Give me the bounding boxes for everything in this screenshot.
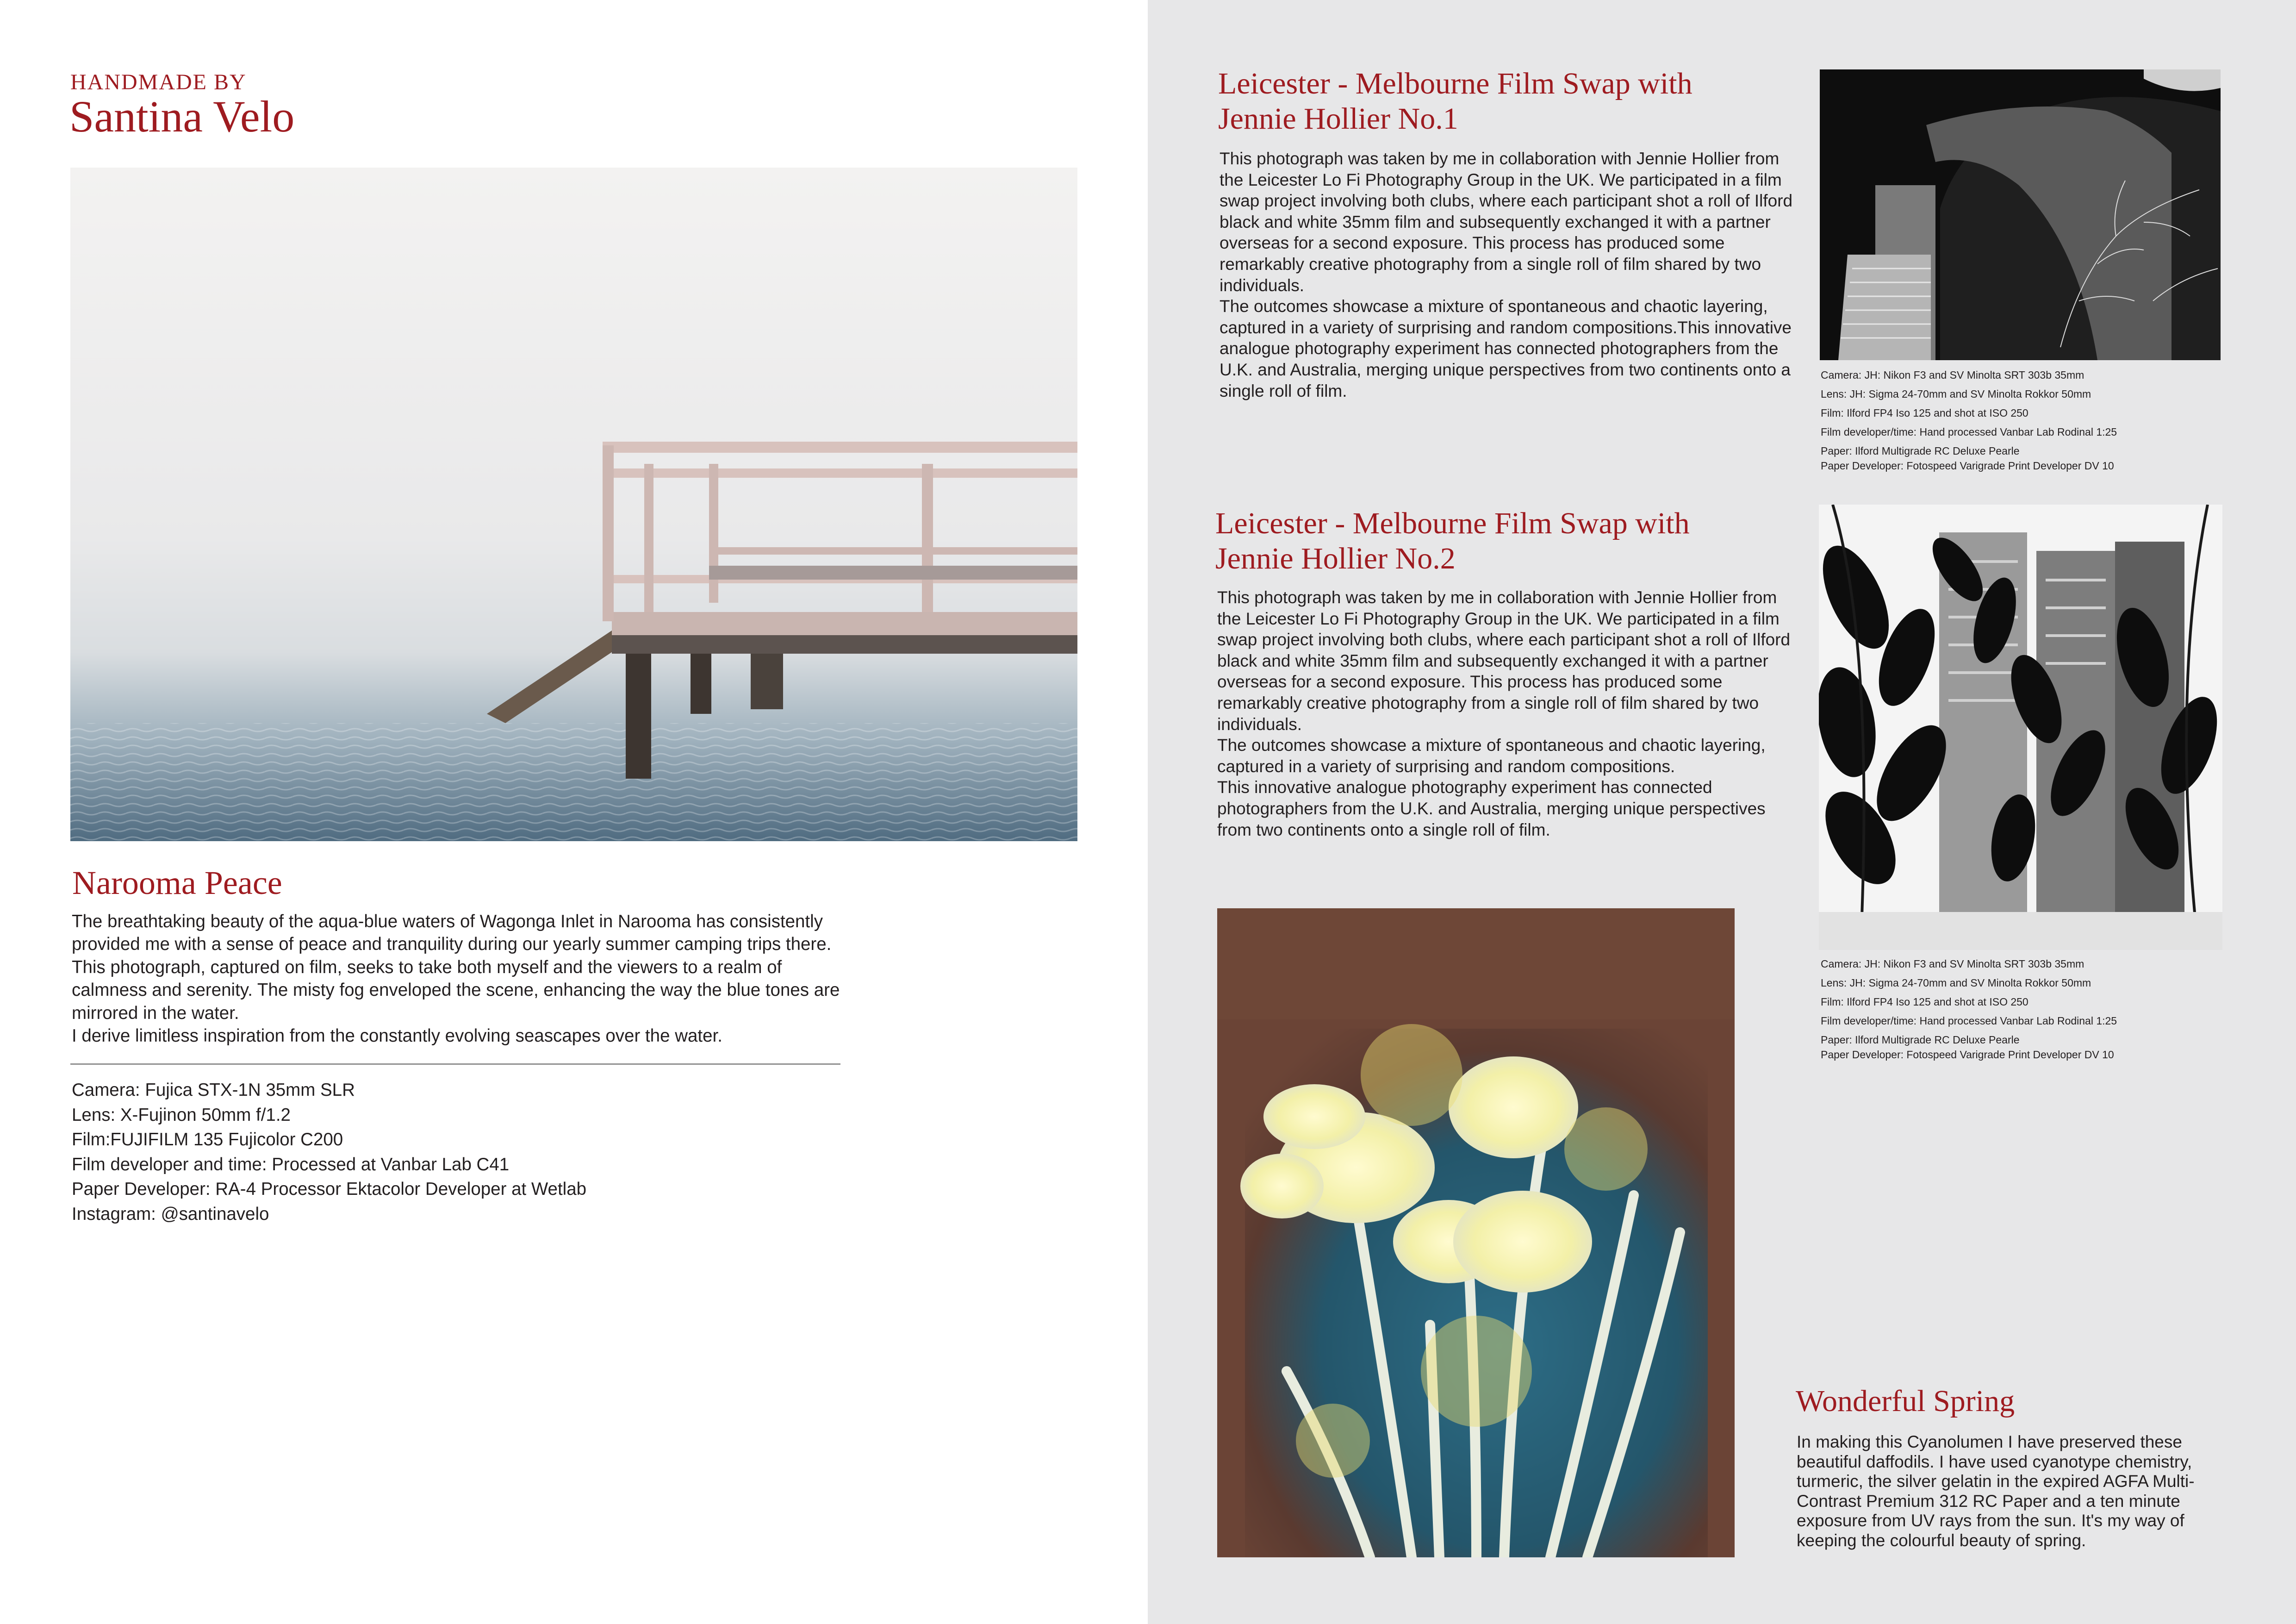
spring-photo: [1217, 908, 1735, 1557]
spec-instagram: Instagram: @santinavelo: [72, 1204, 269, 1224]
swap1-title-line-2: Jennie Hollier No.1: [1218, 102, 1458, 136]
kicker: HANDMADE BY: [70, 70, 247, 94]
swap1-spec-paper-developer: Paper Developer: Fotospeed Varigrade Print Developer DV 10: [1821, 460, 2114, 472]
spec-camera: Camera: Fujica STX-1N 35mm SLR: [72, 1080, 355, 1100]
narooma-specs: [72, 1078, 586, 1226]
swap2-title-line-2: Jennie Hollier No.2: [1215, 542, 1456, 575]
swap2-spec-film-developer: Film developer/time: Hand processed Vanbar Lab Rodinal 1:25: [1821, 1015, 2117, 1027]
swap1-spec-film: Film: Ilford FP4 Iso 125 and shot at ISO 250: [1821, 407, 2028, 419]
swap1-spec-lens: Lens: JH: Sigma 24-70mm and SV Minolta Rokkor 50mm: [1821, 388, 2091, 400]
swap2-title-line-1: Leicester - Melbourne Film Swap with: [1215, 506, 1690, 540]
swap1-spec-camera: Camera: JH: Nikon F3 and SV Minolta SRT 303b 35mm: [1821, 369, 2084, 381]
swap2-specs: [1821, 955, 2219, 1062]
spec-lens: Lens: X-Fujinon 50mm f/1.2: [72, 1105, 291, 1125]
swap2-paragraph-1: This photograph was taken by me in collaboration with Jennie Hollier from the Leicester Lo Fi Photography Group in the UK. We participated in a film swap project involving both clubs, where each participant shot a roll of Ilford black and white 35mm film and subsequently exchanged it with a partner overseas for a second exposure. This process has produced some remarkably creative photography from a single roll of film shared by two individuals.: [1217, 588, 1791, 734]
swap2-paragraph-2: The outcomes showcase a mixture of spontaneous and chaotic layering, captured in a variety of surprising and random compositions.: [1217, 736, 1766, 776]
swap2-title: [1215, 506, 1812, 576]
swap1-paragraph-1: This photograph was taken by me in collaboration with Jennie Hollier from the Leicester Lo Fi Photography Group in the UK. We participated in a film swap project involving both clubs, where each participant shot a roll of Ilford black and white 35mm film and subsequently exchanged it with a partner overseas for a second exposure. This process has produced some remarkably creative photography from a single roll of film shared by two individuals.: [1220, 149, 1793, 295]
spring-paragraph: In making this Cyanolumen I have preserved these beautiful daffodils. I have used cyanotype chemistry, turmeric, the silver gelatin in the expired AGFA Multi-Contrast Premium 312 RC Paper and a ten minute exposure from UV rays from the sun. It's my way of keeping the colourful beauty of spring.: [1797, 1432, 2195, 1550]
swap1-title-line-1: Leicester - Melbourne Film Swap with: [1218, 67, 1692, 100]
narooma-title: Narooma Peace: [72, 864, 282, 901]
author-name: Santina Velo: [69, 92, 295, 141]
swap1-description: [1220, 148, 1798, 401]
swap1-specs: [1821, 366, 2219, 473]
swap2-spec-lens: Lens: JH: Sigma 24-70mm and SV Minolta Rokkor 50mm: [1821, 977, 2091, 989]
right-page: [1148, 0, 2296, 1624]
narooma-description: [72, 910, 849, 1047]
swap2-spec-film: Film: Ilford FP4 Iso 125 and shot at ISO 250: [1821, 996, 2028, 1008]
swap2-spec-camera: Camera: JH: Nikon F3 and SV Minolta SRT 303b 35mm: [1821, 958, 2084, 970]
swap2-spec-paper: Paper: Ilford Multigrade RC Deluxe Pearle: [1821, 1034, 2020, 1046]
swap1-photo: [1820, 69, 2221, 360]
swap1-paragraph-2: The outcomes showcase a mixture of spontaneous and chaotic layering, captured in a variety of surprising and random compositions.This innovative analogue photography experiment has connected photographers from the U.K. and Australia, merging unique perspectives from two continents onto a single roll of film.: [1220, 297, 1792, 400]
swap1-spec-paper: Paper: Ilford Multigrade RC Deluxe Pearle: [1821, 445, 2020, 457]
narooma-photo: [70, 168, 1077, 841]
narooma-paragraph-2: I derive limitless inspiration from the constantly evolving seascapes over the water.: [72, 1026, 722, 1046]
divider: [70, 1063, 840, 1065]
swap2-description: [1217, 587, 1796, 840]
spec-paper-developer: Paper Developer: RA-4 Processor Ektacolor Developer at Wetlab: [72, 1179, 587, 1199]
spring-title: Wonderful Spring: [1796, 1384, 2015, 1418]
swap1-spec-film-developer: Film developer/time: Hand processed Vanbar Lab Rodinal 1:25: [1821, 426, 2117, 438]
spec-film-developer: Film developer and time: Processed at Vanbar Lab C41: [72, 1154, 510, 1174]
spring-description: [1797, 1432, 2222, 1550]
swap1-title: [1218, 66, 1811, 137]
narooma-paragraph-1: The breathtaking beauty of the aqua-blue waters of Wagonga Inlet in Narooma has consistently provided me with a sense of peace and tranquility during our yearly summer camping trips there. This photograph, captured on film, seeks to take both myself and the viewers to a realm of calmness and serenity. The misty fog enveloped the scene, enhancing the way the blue tones are mirrored in the water.: [72, 912, 840, 1023]
swap2-spec-paper-developer: Paper Developer: Fotospeed Varigrade Print Developer DV 10: [1821, 1049, 2114, 1061]
spec-film: Film:FUJIFILM 135 Fujicolor C200: [72, 1130, 343, 1149]
swap2-paragraph-3: This innovative analogue photography experiment has connected photographers from the U.K. and Australia, merging unique perspectives from two continents onto a single roll of film.: [1217, 778, 1766, 839]
swap2-photo: [1819, 505, 2222, 950]
